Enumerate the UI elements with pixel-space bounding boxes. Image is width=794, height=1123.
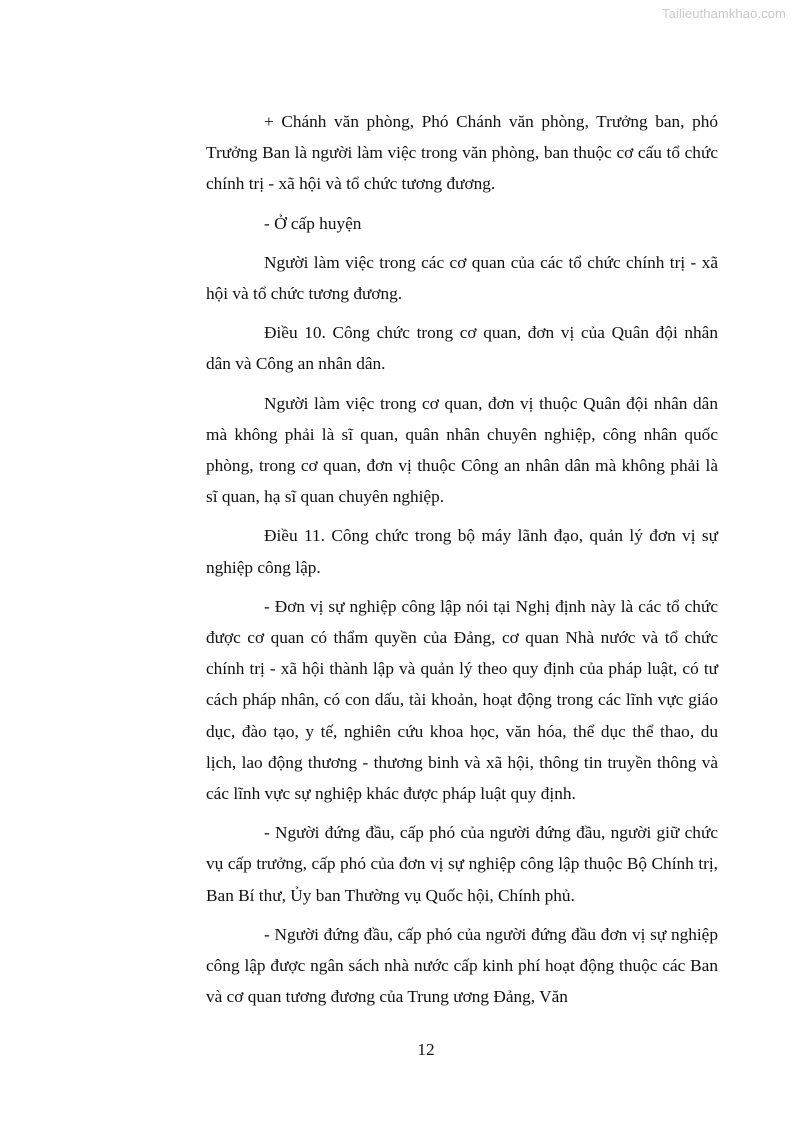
watermark: Tailieuthamkhao.com bbox=[661, 6, 786, 21]
page-number: 12 bbox=[417, 1040, 435, 1059]
article-10-heading: Điều 10. Công chức trong cơ quan, đơn vị của Quân đội nhân dân và Công an nhân dân. bbox=[206, 323, 718, 374]
article-11-heading: Điều 11. Công chức trong bộ máy lãnh đạo, quản lý đơn vị sự nghiệp công lập. bbox=[206, 526, 718, 577]
document-body bbox=[206, 106, 718, 1020]
paragraph-2: - Ở cấp huyện bbox=[264, 213, 362, 233]
paragraph-1: + Chánh văn phòng, Phó Chánh văn phòng, Trưởng ban, phó Trưởng Ban là người làm việc trong văn phòng, ban thuộc cơ cấu tổ chức chính trị - xã hội và tổ chức tương đương. bbox=[206, 112, 718, 194]
paragraph-8: - Người đứng đầu, cấp phó của người đứng đầu, người giữ chức vụ cấp trưởng, cấp phó của đơn vị sự nghiệp công lập thuộc Bộ Chính trị, Ban Bí thư, Ủy ban Thường vụ Quốc hội, Chính phủ. bbox=[206, 823, 718, 905]
paragraph-9: - Người đứng đầu, cấp phó của người đứng đầu đơn vị sự nghiệp công lập được ngân sách nhà nước cấp kinh phí hoạt động thuộc các Ban và cơ quan tương đương của Trung ương Đảng, Văn bbox=[206, 924, 718, 1007]
paragraph-3: Người làm việc trong các cơ quan của các tổ chức chính trị - xã hội và tổ chức tương đương. bbox=[206, 252, 718, 304]
paragraph-7: - Đơn vị sự nghiệp công lập nói tại Nghị định này là các tổ chức được cơ quan có thẩm quyền của Đảng, cơ quan Nhà nước và tổ chức chính trị - xã hội thành lập và quản lý theo quy định của pháp luật, có tư cách pháp nhân, có con dấu, tài khoản, hoạt động trong các lĩnh vực giáo dục, đào tạo, y tế, nghiên cứu khoa học, văn hóa, thể dục thể thao, du lịch, lao động thương - thương binh và xã hội, thông tin truyền thông và các lĩnh vực sự nghiệp khác được pháp luật quy định. bbox=[206, 596, 718, 804]
paragraph-5: Người làm việc trong cơ quan, đơn vị thuộc Quân đội nhân dân mà không phải là sĩ quan, quân nhân chuyên nghiệp, công nhân quốc phòng, trong cơ quan, đơn vị thuộc Công an nhân dân mà không phải là sĩ quan, hạ sĩ quan chuyên nghiệp. bbox=[206, 393, 718, 507]
